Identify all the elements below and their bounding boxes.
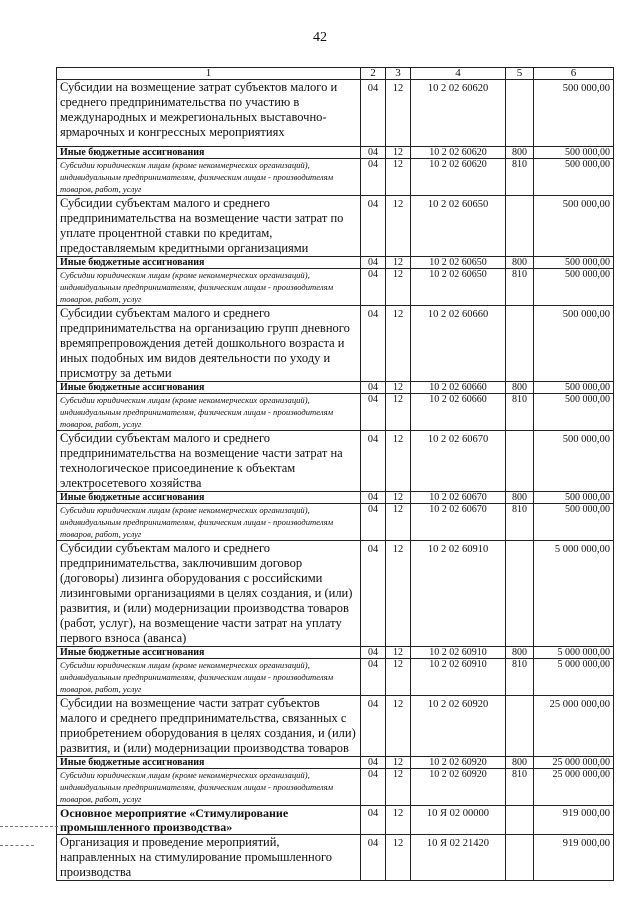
page-number: 42 xyxy=(313,30,327,45)
row-target-code-cell: 10 2 02 60660 xyxy=(411,382,506,394)
table-header-row xyxy=(57,68,614,80)
row-expense-type-cell xyxy=(506,306,534,382)
row-expense-type-cell xyxy=(506,835,534,881)
row-target-code-cell: 10 2 02 60910 xyxy=(411,541,506,647)
row-section-cell: 04 xyxy=(361,504,386,541)
row-target-code-cell: 10 2 02 60620 xyxy=(411,147,506,159)
table-row xyxy=(57,769,614,806)
table-row xyxy=(57,257,614,269)
row-subsection-cell: 12 xyxy=(386,757,411,769)
row-expense-type-cell xyxy=(506,806,534,835)
row-expense-type-cell: 810 xyxy=(506,394,534,431)
row-subsection-cell: 12 xyxy=(386,504,411,541)
row-section-cell: 04 xyxy=(361,769,386,806)
table-row xyxy=(57,659,614,696)
row-expense-type-cell xyxy=(506,196,534,257)
row-target-code-cell: 10 2 02 60650 xyxy=(411,269,506,306)
row-target-code-cell: 10 Я 02 00000 xyxy=(411,806,506,835)
row-section-cell: 04 xyxy=(361,382,386,394)
row-expense-type-cell xyxy=(506,696,534,757)
table-row xyxy=(57,269,614,306)
row-section-cell: 04 xyxy=(361,659,386,696)
row-target-code-cell: 10 2 02 60670 xyxy=(411,431,506,492)
row-expense-type-cell xyxy=(506,431,534,492)
table-row xyxy=(57,159,614,196)
row-section-cell: 04 xyxy=(361,196,386,257)
row-subsection-cell: 12 xyxy=(386,306,411,382)
row-section-cell: 04 xyxy=(361,647,386,659)
row-name-cell: Субсидии на возмещение части затрат субъектов малого и среднего предпринимательства, связанных с приобретением оборудования в целях создания, и (или) развития, и (или) модернизации производства товаров xyxy=(57,696,361,757)
header-col-4: 4 xyxy=(411,68,506,80)
table-row xyxy=(57,647,614,659)
row-section-cell: 04 xyxy=(361,394,386,431)
row-target-code-cell: 10 2 02 60620 xyxy=(411,80,506,147)
row-name-cell: Субсидии субъектам малого и среднего предпринимательства на организацию групп дневного времяпрепровождения детей дошкольного возраста и иных подобных им видов деятельности по уходу и присмотру за детьми xyxy=(57,306,361,382)
table-row xyxy=(57,431,614,492)
row-target-code-cell: 10 2 02 60660 xyxy=(411,394,506,431)
row-amount-cell: 500 000,00 xyxy=(534,196,614,257)
row-subsection-cell: 12 xyxy=(386,492,411,504)
row-section-cell: 04 xyxy=(361,492,386,504)
row-expense-type-cell: 810 xyxy=(506,159,534,196)
row-name-cell: Субсидии субъектам малого и среднего предпринимательства, заключившим договор (договоры) лизинга оборудования с российскими лизинговыми организациями в целях создания, и (или) развития, и (или) модернизации производства товаров (работ, услуг), на возмещение части затрат на уплату первого взноса (аванса) xyxy=(57,541,361,647)
row-amount-cell: 500 000,00 xyxy=(534,159,614,196)
row-expense-type-cell: 800 xyxy=(506,257,534,269)
row-target-code-cell: 10 Я 02 21420 xyxy=(411,835,506,881)
row-subsection-cell: 12 xyxy=(386,431,411,492)
row-target-code-cell: 10 2 02 60650 xyxy=(411,196,506,257)
row-amount-cell: 500 000,00 xyxy=(534,382,614,394)
row-target-code-cell: 10 2 02 60660 xyxy=(411,306,506,382)
row-name-cell: Субсидии юридическим лицам (кроме некоммерческих организаций), индивидуальным предпринимателям, физическим лицам - производителям товаров, работ, услуг xyxy=(57,394,361,431)
table-row xyxy=(57,504,614,541)
row-expense-type-cell: 800 xyxy=(506,757,534,769)
row-name-cell: Иные бюджетные ассигнования xyxy=(57,757,361,769)
row-amount-cell: 500 000,00 xyxy=(534,306,614,382)
row-name-cell: Субсидии субъектам малого и среднего предпринимательства на возмещение части затрат на технологическое присоединение к объектам электросетевого хозяйства xyxy=(57,431,361,492)
row-section-cell: 04 xyxy=(361,431,386,492)
row-name-cell: Иные бюджетные ассигнования xyxy=(57,257,361,269)
table-row xyxy=(57,147,614,159)
row-section-cell: 04 xyxy=(361,541,386,647)
row-target-code-cell: 10 2 02 60670 xyxy=(411,492,506,504)
row-name-cell: Субсидии на возмещение затрат субъектов малого и среднего предпринимательства по участию в международных и межрегиональных выставочно-ярмарочных и конгрессных мероприятиях xyxy=(57,80,361,147)
row-subsection-cell: 12 xyxy=(386,159,411,196)
table-row xyxy=(57,382,614,394)
row-expense-type-cell: 810 xyxy=(506,769,534,806)
row-amount-cell: 919 000,00 xyxy=(534,806,614,835)
row-subsection-cell: 12 xyxy=(386,147,411,159)
row-subsection-cell: 12 xyxy=(386,394,411,431)
row-name-cell: Иные бюджетные ассигнования xyxy=(57,147,361,159)
row-name-cell: Субсидии юридическим лицам (кроме некоммерческих организаций), индивидуальным предпринимателям, физическим лицам - производителям товаров, работ, услуг xyxy=(57,504,361,541)
row-subsection-cell: 12 xyxy=(386,806,411,835)
row-name-cell: Субсидии субъектам малого и среднего предпринимательства на возмещение части затрат по уплате процентной ставки по кредитам, предоставляемым кредитными организациями xyxy=(57,196,361,257)
row-target-code-cell: 10 2 02 60620 xyxy=(411,159,506,196)
row-name-cell: Иные бюджетные ассигнования xyxy=(57,492,361,504)
row-section-cell: 04 xyxy=(361,806,386,835)
row-section-cell: 04 xyxy=(361,757,386,769)
row-expense-type-cell: 800 xyxy=(506,382,534,394)
row-amount-cell: 5 000 000,00 xyxy=(534,659,614,696)
row-target-code-cell: 10 2 02 60670 xyxy=(411,504,506,541)
row-name-cell: Основное мероприятие «Стимулирование промышленного производства» xyxy=(57,806,361,835)
row-subsection-cell: 12 xyxy=(386,257,411,269)
row-subsection-cell: 12 xyxy=(386,269,411,306)
row-name-cell: Субсидии юридическим лицам (кроме некоммерческих организаций), индивидуальным предпринимателям, физическим лицам - производителям товаров, работ, услуг xyxy=(57,269,361,306)
row-amount-cell: 5 000 000,00 xyxy=(534,647,614,659)
row-amount-cell: 500 000,00 xyxy=(534,80,614,147)
row-expense-type-cell xyxy=(506,80,534,147)
row-expense-type-cell: 800 xyxy=(506,492,534,504)
row-amount-cell: 500 000,00 xyxy=(534,394,614,431)
table-row xyxy=(57,80,614,147)
scan-dash-mark xyxy=(0,845,34,846)
row-section-cell: 04 xyxy=(361,147,386,159)
row-name-cell: Иные бюджетные ассигнования xyxy=(57,382,361,394)
row-subsection-cell: 12 xyxy=(386,769,411,806)
row-section-cell: 04 xyxy=(361,80,386,147)
row-target-code-cell: 10 2 02 60920 xyxy=(411,769,506,806)
row-subsection-cell: 12 xyxy=(386,80,411,147)
row-amount-cell: 5 000 000,00 xyxy=(534,541,614,647)
row-subsection-cell: 12 xyxy=(386,696,411,757)
row-section-cell: 04 xyxy=(361,696,386,757)
row-target-code-cell: 10 2 02 60920 xyxy=(411,696,506,757)
row-expense-type-cell xyxy=(506,541,534,647)
row-expense-type-cell: 810 xyxy=(506,504,534,541)
row-target-code-cell: 10 2 02 60650 xyxy=(411,257,506,269)
row-subsection-cell: 12 xyxy=(386,382,411,394)
row-expense-type-cell: 810 xyxy=(506,269,534,306)
row-amount-cell: 500 000,00 xyxy=(534,147,614,159)
row-section-cell: 04 xyxy=(361,269,386,306)
table-row xyxy=(57,696,614,757)
row-expense-type-cell: 810 xyxy=(506,659,534,696)
row-amount-cell: 25 000 000,00 xyxy=(534,757,614,769)
row-amount-cell: 919 000,00 xyxy=(534,835,614,881)
row-amount-cell: 500 000,00 xyxy=(534,431,614,492)
scan-dash-mark xyxy=(0,826,58,827)
row-target-code-cell: 10 2 02 60920 xyxy=(411,757,506,769)
row-name-cell: Субсидии юридическим лицам (кроме некоммерческих организаций), индивидуальным предпринимателям, физическим лицам - производителям товаров, работ, услуг xyxy=(57,659,361,696)
row-subsection-cell: 12 xyxy=(386,659,411,696)
header-col-3: 3 xyxy=(386,68,411,80)
row-section-cell: 04 xyxy=(361,306,386,382)
table-row xyxy=(57,541,614,647)
row-amount-cell: 500 000,00 xyxy=(534,492,614,504)
header-col-6: 6 xyxy=(534,68,614,80)
row-subsection-cell: 12 xyxy=(386,835,411,881)
header-col-2: 2 xyxy=(361,68,386,80)
row-name-cell: Организация и проведение мероприятий, направленных на стимулирование промышленного производства xyxy=(57,835,361,881)
row-amount-cell: 25 000 000,00 xyxy=(534,769,614,806)
row-subsection-cell: 12 xyxy=(386,196,411,257)
row-section-cell: 04 xyxy=(361,257,386,269)
table-row xyxy=(57,196,614,257)
row-expense-type-cell: 800 xyxy=(506,647,534,659)
table-row xyxy=(57,394,614,431)
row-subsection-cell: 12 xyxy=(386,647,411,659)
header-col-5: 5 xyxy=(506,68,534,80)
table-row xyxy=(57,306,614,382)
row-name-cell: Субсидии юридическим лицам (кроме некоммерческих организаций), индивидуальным предпринимателям, физическим лицам - производителям товаров, работ, услуг xyxy=(57,159,361,196)
row-amount-cell: 500 000,00 xyxy=(534,504,614,541)
row-target-code-cell: 10 2 02 60910 xyxy=(411,647,506,659)
table-row xyxy=(57,806,614,835)
row-amount-cell: 25 000 000,00 xyxy=(534,696,614,757)
header-col-1: 1 xyxy=(57,68,361,80)
row-name-cell: Субсидии юридическим лицам (кроме некоммерческих организаций), индивидуальным предпринимателям, физическим лицам - производителям товаров, работ, услуг xyxy=(57,769,361,806)
row-section-cell: 04 xyxy=(361,159,386,196)
row-target-code-cell: 10 2 02 60910 xyxy=(411,659,506,696)
budget-table xyxy=(56,67,614,881)
row-section-cell: 04 xyxy=(361,835,386,881)
row-amount-cell: 500 000,00 xyxy=(534,257,614,269)
table-row xyxy=(57,835,614,881)
row-subsection-cell: 12 xyxy=(386,541,411,647)
table-row xyxy=(57,757,614,769)
row-name-cell: Иные бюджетные ассигнования xyxy=(57,647,361,659)
table-row xyxy=(57,492,614,504)
row-amount-cell: 500 000,00 xyxy=(534,269,614,306)
row-expense-type-cell: 800 xyxy=(506,147,534,159)
